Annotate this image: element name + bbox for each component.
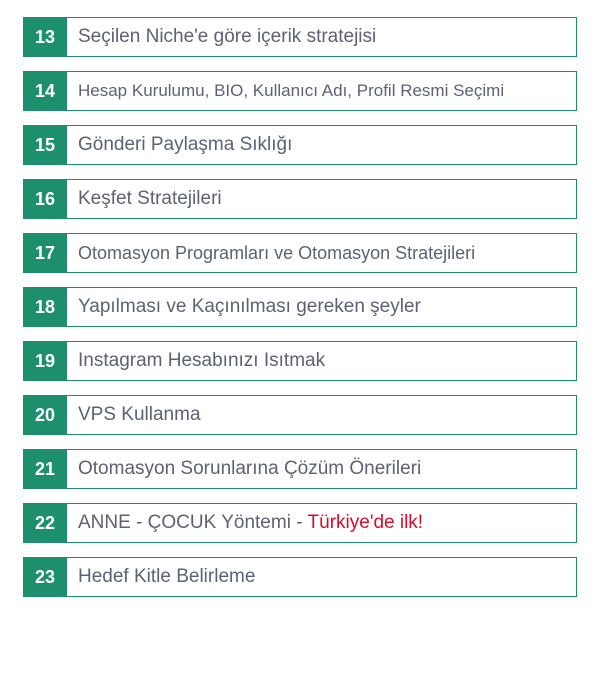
item-number: 20 (23, 395, 67, 435)
item-number: 18 (23, 287, 67, 327)
list-item (23, 233, 577, 273)
list-item (23, 341, 577, 381)
list-item (23, 179, 577, 219)
list-item (23, 503, 577, 543)
list-item (23, 17, 577, 57)
item-number: 15 (23, 125, 67, 165)
item-label: Instagram Hesabınızı Isıtmak (67, 341, 577, 381)
item-number: 17 (23, 233, 67, 273)
item-number: 16 (23, 179, 67, 219)
item-number: 14 (23, 71, 67, 111)
item-label: Otomasyon Programları ve Otomasyon Stratejileri (67, 233, 577, 273)
item-label: Otomasyon Sorunlarına Çözüm Önerileri (67, 449, 577, 489)
item-number: 22 (23, 503, 67, 543)
list-item (23, 449, 577, 489)
list-item (23, 395, 577, 435)
list-item (23, 557, 577, 597)
item-label: VPS Kullanma (67, 395, 577, 435)
item-label: Gönderi Paylaşma Sıklığı (67, 125, 577, 165)
course-topic-list (23, 17, 577, 611)
item-label: Hedef Kitle Belirleme (67, 557, 577, 597)
item-number: 13 (23, 17, 67, 57)
list-item (23, 287, 577, 327)
highlight-badge-text: Türkiye'de ilk! (307, 512, 424, 533)
item-label: Hesap Kurulumu, BIO, Kullanıcı Adı, Profil Resmi Seçimi (67, 71, 577, 111)
item-label-container (67, 503, 577, 543)
item-label: Keşfet Stratejileri (67, 179, 577, 219)
item-number: 19 (23, 341, 67, 381)
list-item (23, 125, 577, 165)
list-item (23, 71, 577, 111)
item-number: 23 (23, 557, 67, 597)
item-label: Seçilen Niche'e göre içerik stratejisi (67, 17, 577, 57)
item-label: Yapılması ve Kaçınılması gereken şeyler (67, 287, 577, 327)
item-label: ANNE - ÇOCUK Yöntemi - (78, 512, 303, 533)
item-number: 21 (23, 449, 67, 489)
